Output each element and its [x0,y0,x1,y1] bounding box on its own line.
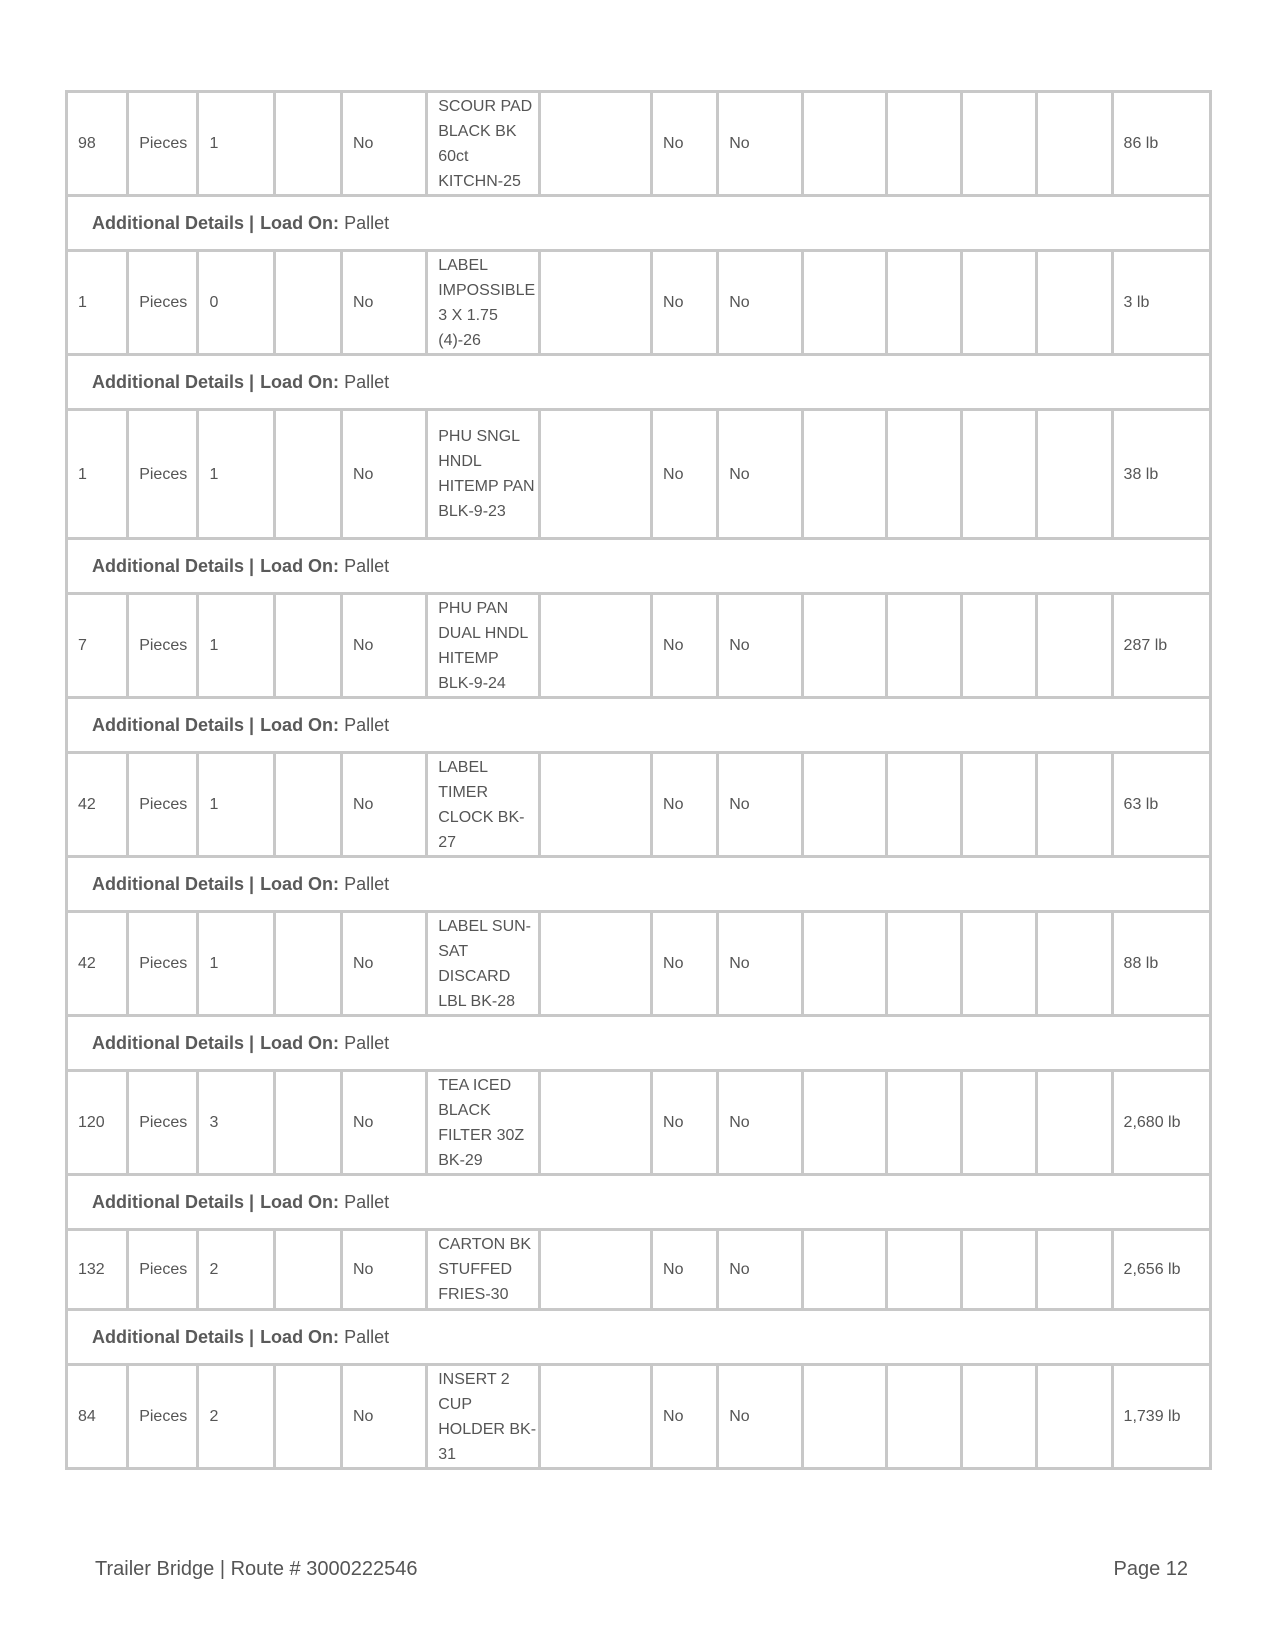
additional-details-cell [67,1175,1211,1230]
empty-cell [962,1365,1037,1469]
load-on-value: Pallet [344,873,390,894]
empty-cell [962,1230,1037,1310]
flag-b-cell: No [718,251,802,355]
table-row [67,410,1211,539]
additional-details-label: Additional Details | [92,555,255,576]
load-on-value: Pallet [344,1326,390,1347]
unit-cell: Pieces [128,410,198,539]
additional-details-label: Additional Details | [92,371,255,392]
qty-cell: 84 [67,1365,128,1469]
empty-cell [1037,1071,1112,1175]
load-on-label: Load On: [260,555,340,576]
empty-cell [1037,753,1112,857]
count-cell: 1 [198,92,274,196]
weight-cell: 287 lb [1112,594,1210,698]
description-cell: LABEL IMPOSSIBLE 3 X 1.75 (4)-26 [427,251,539,355]
weight-cell: 1,739 lb [1112,1365,1210,1469]
qty-cell: 98 [67,92,128,196]
qty-cell: 42 [67,912,128,1016]
table-row [67,1230,1211,1310]
empty-cell [539,1365,651,1469]
empty-cell [802,1071,886,1175]
empty-cell [802,753,886,857]
empty-cell [962,251,1037,355]
hazmat-cell: No [341,753,426,857]
description-cell: TEA ICED BLACK FILTER 30Z BK-29 [427,1071,539,1175]
empty-cell [539,1230,651,1310]
qty-cell: 120 [67,1071,128,1175]
hazmat-cell: No [341,594,426,698]
additional-details-row [67,196,1211,251]
empty-cell [886,251,961,355]
additional-details-label: Additional Details | [92,1326,255,1347]
flag-a-cell: No [652,1365,718,1469]
qty-cell: 132 [67,1230,128,1310]
hazmat-cell: No [341,1230,426,1310]
count-cell: 1 [198,912,274,1016]
empty-cell [886,753,961,857]
description-cell: PHU PAN DUAL HNDL HITEMP BLK-9-24 [427,594,539,698]
flag-b-cell: No [718,912,802,1016]
additional-details-row [67,1016,1211,1071]
weight-cell: 63 lb [1112,753,1210,857]
empty-cell [274,1230,341,1310]
empty-cell [539,251,651,355]
qty-cell: 42 [67,753,128,857]
description-cell: PHU SNGL HNDL HITEMP PAN BLK-9-23 [427,410,539,539]
additional-details-row [67,1175,1211,1230]
flag-b-cell: No [718,753,802,857]
weight-cell: 2,680 lb [1112,1071,1210,1175]
empty-cell [539,753,651,857]
count-cell: 0 [198,251,274,355]
flag-a-cell: No [652,1071,718,1175]
hazmat-cell: No [341,410,426,539]
hazmat-cell: No [341,92,426,196]
load-on-value: Pallet [344,212,390,233]
flag-a-cell: No [652,92,718,196]
weight-cell: 2,656 lb [1112,1230,1210,1310]
empty-cell [274,912,341,1016]
count-cell: 1 [198,410,274,539]
empty-cell [1037,410,1112,539]
empty-cell [1037,594,1112,698]
additional-details-label: Additional Details | [92,714,255,735]
empty-cell [962,753,1037,857]
empty-cell [1037,1365,1112,1469]
empty-cell [962,912,1037,1016]
table-row [67,1071,1211,1175]
flag-a-cell: No [652,912,718,1016]
load-on-label: Load On: [260,714,340,735]
flag-b-cell: No [718,410,802,539]
table-row [67,594,1211,698]
flag-a-cell: No [652,251,718,355]
empty-cell [886,1230,961,1310]
unit-cell: Pieces [128,251,198,355]
empty-cell [802,92,886,196]
hazmat-cell: No [341,912,426,1016]
additional-details-row [67,857,1211,912]
empty-cell [886,1071,961,1175]
empty-cell [539,912,651,1016]
table-row [67,753,1211,857]
empty-cell [802,912,886,1016]
unit-cell: Pieces [128,1230,198,1310]
empty-cell [886,410,961,539]
description-cell: INSERT 2 CUP HOLDER BK-31 [427,1365,539,1469]
table-row [67,1365,1211,1469]
qty-cell: 7 [67,594,128,698]
additional-details-cell [67,698,1211,753]
additional-details-label: Additional Details | [92,1191,255,1212]
empty-cell [274,594,341,698]
table-body [67,92,1211,1469]
hazmat-cell: No [341,1071,426,1175]
empty-cell [962,1071,1037,1175]
qty-cell: 1 [67,251,128,355]
table-row [67,251,1211,355]
unit-cell: Pieces [128,912,198,1016]
additional-details-label: Additional Details | [92,1032,255,1053]
empty-cell [1037,912,1112,1016]
flag-a-cell: No [652,594,718,698]
additional-details-cell [67,1310,1211,1365]
load-on-value: Pallet [344,371,390,392]
empty-cell [274,1071,341,1175]
description-cell: CARTON BK STUFFED FRIES-30 [427,1230,539,1310]
empty-cell [802,1230,886,1310]
load-on-value: Pallet [344,1191,390,1212]
empty-cell [802,1365,886,1469]
flag-b-cell: No [718,1071,802,1175]
count-cell: 2 [198,1230,274,1310]
hazmat-cell: No [341,1365,426,1469]
load-on-label: Load On: [260,1326,340,1347]
weight-cell: 3 lb [1112,251,1210,355]
empty-cell [539,594,651,698]
empty-cell [1037,251,1112,355]
weight-cell: 86 lb [1112,92,1210,196]
empty-cell [886,1365,961,1469]
flag-b-cell: No [718,594,802,698]
additional-details-cell [67,539,1211,594]
unit-cell: Pieces [128,1365,198,1469]
load-on-label: Load On: [260,873,340,894]
flag-b-cell: No [718,92,802,196]
footer-route: Trailer Bridge | Route # 3000222546 [95,1558,418,1580]
empty-cell [802,410,886,539]
additional-details-cell [67,1016,1211,1071]
empty-cell [539,92,651,196]
additional-details-cell [67,196,1211,251]
unit-cell: Pieces [128,753,198,857]
additional-details-row [67,355,1211,410]
additional-details-label: Additional Details | [92,212,255,233]
load-on-value: Pallet [344,555,390,576]
unit-cell: Pieces [128,594,198,698]
description-cell: SCOUR PAD BLACK BK 60ct KITCHN-25 [427,92,539,196]
empty-cell [1037,92,1112,196]
count-cell: 1 [198,594,274,698]
empty-cell [886,912,961,1016]
load-on-label: Load On: [260,1032,340,1053]
unit-cell: Pieces [128,1071,198,1175]
table-row [67,912,1211,1016]
load-on-label: Load On: [260,1191,340,1212]
empty-cell [962,92,1037,196]
additional-details-label: Additional Details | [92,873,255,894]
empty-cell [962,594,1037,698]
hazmat-cell: No [341,251,426,355]
commodity-table [65,90,1212,1470]
additional-details-cell [67,355,1211,410]
empty-cell [539,1071,651,1175]
empty-cell [802,251,886,355]
table-row [67,92,1211,196]
additional-details-row [67,698,1211,753]
weight-cell: 88 lb [1112,912,1210,1016]
count-cell: 2 [198,1365,274,1469]
empty-cell [886,92,961,196]
empty-cell [1037,1230,1112,1310]
flag-b-cell: No [718,1365,802,1469]
weight-cell: 38 lb [1112,410,1210,539]
flag-a-cell: No [652,1230,718,1310]
empty-cell [274,92,341,196]
empty-cell [886,594,961,698]
flag-a-cell: No [652,753,718,857]
count-cell: 3 [198,1071,274,1175]
empty-cell [274,1365,341,1469]
additional-details-row [67,1310,1211,1365]
description-cell: LABEL TIMER CLOCK BK-27 [427,753,539,857]
additional-details-row [67,539,1211,594]
footer-page-number: Page 12 [1113,1558,1188,1580]
empty-cell [539,410,651,539]
load-on-value: Pallet [344,1032,390,1053]
flag-b-cell: No [718,1230,802,1310]
empty-cell [962,410,1037,539]
load-on-label: Load On: [260,371,340,392]
description-cell: LABEL SUN-SAT DISCARD LBL BK-28 [427,912,539,1016]
empty-cell [274,753,341,857]
unit-cell: Pieces [128,92,198,196]
additional-details-cell [67,857,1211,912]
empty-cell [802,594,886,698]
load-on-label: Load On: [260,212,340,233]
flag-a-cell: No [652,410,718,539]
empty-cell [274,251,341,355]
load-on-value: Pallet [344,714,390,735]
qty-cell: 1 [67,410,128,539]
count-cell: 1 [198,753,274,857]
empty-cell [274,410,341,539]
